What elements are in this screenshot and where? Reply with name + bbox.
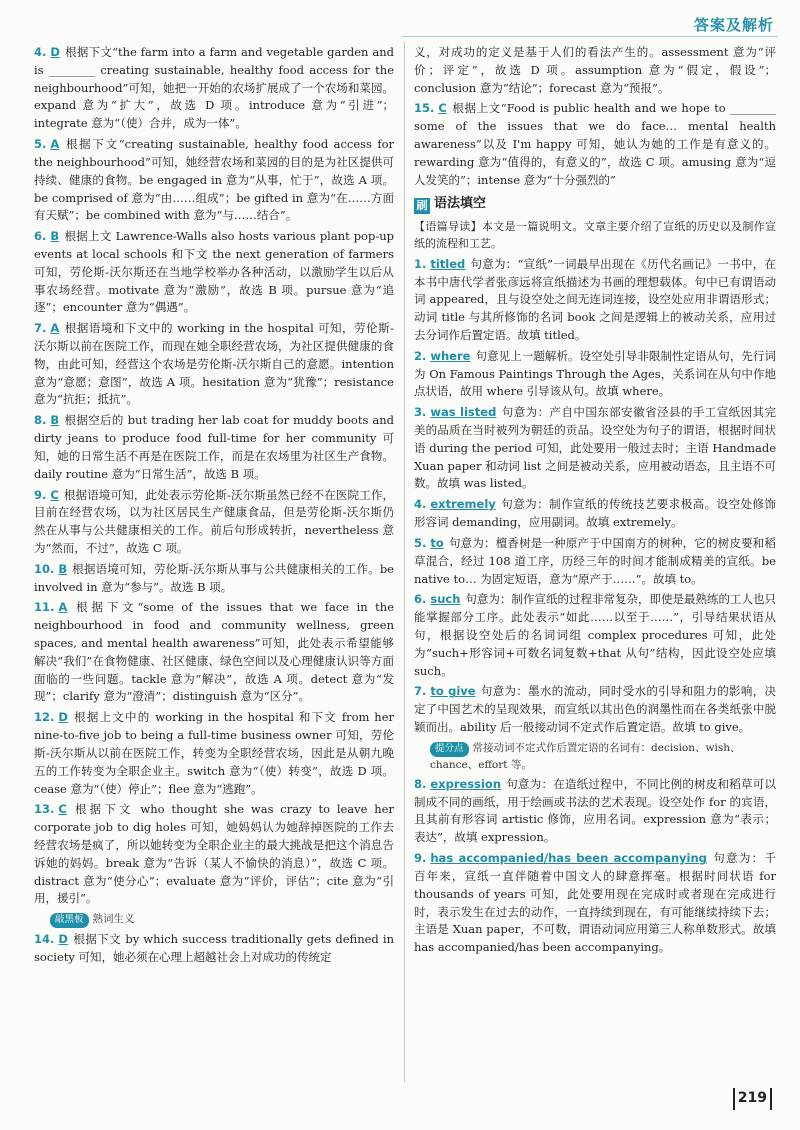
- answer-item: [414, 100, 776, 189]
- answer-key: A: [50, 321, 60, 336]
- answer-key: B: [50, 413, 60, 428]
- page-header-title: 答案及解析: [693, 16, 774, 34]
- tip-note: [414, 740, 776, 773]
- question-number: 12.: [34, 710, 55, 725]
- q14-continuation: 义，对成功的定义是基于人们的看法产生的。assessment 意为“评价；评定”，故选 D 项。assumption 意为“假定，假设”；conclusion 意为“结论”；forecast 意为“预报”。: [414, 45, 776, 95]
- answer-key: D: [50, 45, 60, 59]
- tip-badge: 敲黑板: [50, 913, 89, 928]
- answer-item: [414, 535, 776, 588]
- right-column: [414, 44, 776, 960]
- answer-key: D: [58, 931, 68, 946]
- explanation: 句意为：在造纸过程中，不同比例的树皮和稻草可以制成不同的画纸，用于绘画或书法的艺术表现。设空处作 for 的宾语，且其前有形容词 artistic 修饰，应用名词。expression 意为“表示；表达”，故填 expression。: [414, 776, 776, 845]
- left-column: [34, 44, 394, 970]
- answer-item: [34, 228, 394, 317]
- answer-key: expression: [430, 776, 502, 791]
- explanation: 根据语境和下文中的 working in the hospital 可知，劳伦斯-沃尔斯以前在医院工作，而现在她全职经营农场，为社区提供健康的食物，由此可知，经营这个农场是劳伦斯-沃尔斯自己的意愿。intention 意为“意愿；意图”，故选 A 项。hesitation 意为“犹豫”；resistance 意为“抗拒；抵抗”。: [34, 321, 394, 407]
- answer-key: B: [50, 229, 60, 244]
- question-number: 1.: [414, 256, 427, 271]
- answer-key: extremely: [430, 497, 496, 512]
- answer-item: [34, 136, 394, 225]
- question-number: 4.: [414, 497, 427, 512]
- page-number: 219: [733, 1088, 772, 1110]
- explanation: 句意为：“宣纸”一词最早出现在《历代名画记》一书中，在本书中唐代学者张彦远将宣纸描述为书画的理想载体。句中已有谓语动词 appeared，且与设空处之间无连词连接，设空处应用非谓语形式；动词 title 与其所修饰的名词 book 之间是逻辑上的被动关系，应用过去分词作后置定语。故填 titled。: [414, 256, 776, 342]
- explanation: 根据上文 Lawrence-Walls also hosts various plant pop-up events at local schools 和下文 the next generation of farmers 可知，劳伦斯-沃尔斯还在当地学校举办各种活动，以激励学生以后从事农场经营。motivate 意为“激励”，故选 B 项。pursue 意为“追逐”；encounter 意为“偶遇”。: [34, 229, 394, 315]
- answer-item: [414, 591, 776, 680]
- question-number: 5.: [414, 535, 427, 550]
- explanation: 句意为：制作宣纸的过程非常复杂，即使是最熟练的工人也只能掌握部分工序。此处表示“如此……以至于……”，引导结果状语从句，根据设空处后的名词词组 complex procedures 可知，此处为“such+形容词+可数名词复数+that 从句”结构，因此设空处应填 such。: [414, 592, 776, 678]
- answer-key: C: [58, 802, 67, 817]
- question-number: 9.: [414, 851, 427, 866]
- question-number: 8.: [414, 776, 427, 791]
- answer-item: [34, 801, 394, 908]
- passage-intro: 【语篇导读】本文是一篇说明文。文章主要介绍了宣纸的历史以及制作宣纸的流程和工艺。: [414, 219, 776, 250]
- section-heading: [414, 194, 776, 214]
- answer-item: [414, 496, 776, 532]
- answer-item: [34, 412, 394, 483]
- answer-item: [34, 931, 394, 967]
- answer-key: to: [430, 535, 444, 550]
- question-number: 2.: [414, 348, 427, 363]
- question-number: 6.: [34, 229, 47, 244]
- answer-key: was listed: [430, 405, 497, 420]
- answer-key: D: [58, 710, 68, 725]
- explanation: 根据上文“Food is public health and we hope to ________ some of the issues that we do face… mental health awareness”以及 I'm happy 可知，她认为她的工作是有意义的。rewarding 意为“值得的，有意义的”，故选 C 项。amusing 意为“逗人发笑的”；intense 意为“十分强烈的”: [414, 101, 776, 187]
- section-icon: 刷: [414, 198, 430, 214]
- answer-item: [34, 487, 394, 558]
- explanation: 句意为：千百年来，宣纸一直伴随着中国文人的肆意挥毫。根据时间状语 for thousands of years 可知，此处要用现在完成时或者现在完成进行时，表示发生在过去的动作，一直持续到现在，有可能继续持续下去；主语是 Xuan paper，不可数，谓语动词应用第三人称单数形式。故填 has accompanied/has been accompanying。: [414, 851, 777, 955]
- explanation: 根据下文 who thought she was crazy to leave her corporate job to dig holes 可知，她妈妈认为她辞掉医院的工作去经营农场是疯了，所以她转变为全职企业主的最大挑战是把这个消息告诉她的妈妈。break 意为“告诉（某人不愉快的消息）”，故选 C 项。distract 意为“使分心”；evaluate 意为“评价，评估”；cite 意为“引用，援引”。: [34, 802, 394, 906]
- section-title: 语法填空: [434, 195, 487, 211]
- answer-key: titled: [430, 256, 466, 271]
- question-number: 5.: [34, 137, 47, 152]
- answer-item: [34, 44, 394, 133]
- explanation: 根据下文“the farm into a farm and vegetable garden and is ________ creating sustainable, healthy food access for the neighbourhood”可知，她把一开始的农场扩展成了一个农场和菜园。expand 意为“扩大”，故选 D 项。introduce 意为“引进”；integrate 意为“（使）合并，成为一体”。: [34, 45, 394, 131]
- question-number: 3.: [414, 405, 427, 420]
- question-number: 4.: [34, 45, 47, 59]
- explanation: 句意见上一题解析。设空处引导非限制性定语从句，先行词为 On Famous Paintings Through the Ages，关系词在从句中作地点状语，故用 where 引导该从句。故填 where。: [414, 348, 776, 399]
- explanation: 根据语境可知，劳伦斯-沃尔斯从事与公共健康相关的工作。be involved in 意为“参与”。故选 B 项。: [34, 561, 394, 594]
- answer-item: [34, 561, 394, 597]
- answer-item: [414, 776, 776, 847]
- header-rule: [402, 36, 778, 37]
- question-number: 8.: [34, 413, 47, 428]
- explanation: 句意为：制作宣纸的传统技艺要求极高。设空处修饰形容词 demanding，应用副词。故填 extremely。: [414, 497, 776, 530]
- explanation: 句意为：产自中国东部安徽省泾县的手工宣纸因其完美的品质在当时被列为朝廷的贡品。设空处为句子的谓语，根据时间状语 during the period 可知，此处要用一般过去时；主语 Handmade Xuan paper 和动词 list 之间是被动关系，应用被动语态，且主语不可数。故填 was listed。: [414, 405, 776, 491]
- answer-item: [414, 404, 776, 493]
- tip-badge: 提分点: [430, 742, 469, 757]
- answer-key: to give: [430, 684, 476, 699]
- column-divider: [404, 42, 405, 1082]
- explanation: 根据上文中的 working in the hospital 和下文 from her nine-to-five job to being a full-time business owner 可知，劳伦斯-沃尔斯从以前在医院工作，转变为全职经营农场，因此是从朝九晚五的工作转变为全职企业主。switch 意为“（使）转变”，故选 D 项。cease 意为“（使）停止”；flee 意为“逃跑”。: [34, 710, 394, 796]
- explanation: 根据下文“creating sustainable, healthy food access for the neighbourhood”可知，她经营农场和菜园的目的是为社区提供可持续、健康的食物。be engaged in 意为“从事，忙于”，故选 A 项。be comprised of 意为“由……组成”；be gifted in 意为“在……方面有天赋”；be combined with 意为“与……结合”。: [34, 137, 394, 223]
- question-number: 10.: [34, 561, 55, 576]
- answer-key: such: [430, 592, 461, 607]
- explanation: 根据下文“some of the issues that we face in the neighbourhood in food and community wellness, green spaces, and mental health awareness”可知，此处表示希望能够解决“我们”在食物健康、社区健康、绿色空间以及心理健康认识等方面面临的一些问题。tackle 意为“解决”，故选 A 项。detect 意为“发现”；clarify 意为“澄清”；distinguish 意为“区分”。: [34, 600, 394, 704]
- explanation: 根据空后的 but trading her lab coat for muddy boots and dirty jeans to produce food full-time for her community 可知，她的日常生活不再是在医院工作，而是在农场里为社区生产食物。daily routine 意为“日常生活”，故选 B 项。: [34, 413, 394, 481]
- answer-key: C: [50, 487, 59, 502]
- explanation: 根据下文 by which success traditionally gets defined in society 可知，她必须在心理上超越社会上对成功的传统定: [34, 931, 394, 964]
- answer-item: [34, 599, 394, 706]
- tip-text: 常接动词不定式作后置定语的名词有：decision、wish、chance、effort 等。: [430, 741, 741, 771]
- answer-key: A: [58, 600, 68, 615]
- answer-key: C: [438, 101, 447, 116]
- explanation: 根据语境可知，此处表示劳伦斯-沃尔斯虽然已经不在医院工作，目前在经营农场，以为社区居民生产健康食品，但是劳伦斯-沃尔斯仍然在从事与公共健康相关的工作。前后句形成转折，nevertheless 意为“然而，不过”，故选 C 项。: [34, 487, 394, 555]
- grammar-items: [414, 256, 776, 957]
- tip-note: [34, 911, 394, 928]
- answer-item: [414, 256, 776, 345]
- explanation: 句意为：檀香树是一种原产于中国南方的树种，它的树皮要和稻草混合，经过 108 道工序，历经三年的时间才能制成精美的宣纸。be native to… 为固定短语，意为“原产于……”。故填 to。: [414, 535, 776, 586]
- question-number: 14.: [34, 931, 55, 946]
- question-number: 9.: [34, 487, 47, 502]
- answer-item: [414, 683, 776, 736]
- question-number: 11.: [34, 600, 55, 615]
- answer-item: [414, 850, 776, 957]
- question-number: 7.: [414, 684, 427, 699]
- question-number: 7.: [34, 321, 47, 336]
- answer-item: [34, 320, 394, 409]
- answer-key: A: [50, 137, 60, 152]
- question-number: 6.: [414, 592, 427, 607]
- question-number: 15.: [414, 101, 435, 116]
- answer-key: where: [430, 348, 471, 363]
- explanation: 句意为：墨水的流动，同时受水的引导和阻力的影响，决定了中国艺术的呈现效果，而宣纸以其出色的润墨性而在各类纸张中脱颖而出。ability 后一般接动词不定式作后置定语。故填 to give。: [414, 684, 777, 735]
- question-number: 13.: [34, 802, 55, 817]
- answer-key: has accompanied/has been accompanying: [430, 851, 707, 866]
- answer-item: [34, 709, 394, 798]
- tip-text: 熟词生义: [92, 913, 135, 926]
- answer-item: [414, 348, 776, 401]
- answer-key: B: [58, 561, 68, 576]
